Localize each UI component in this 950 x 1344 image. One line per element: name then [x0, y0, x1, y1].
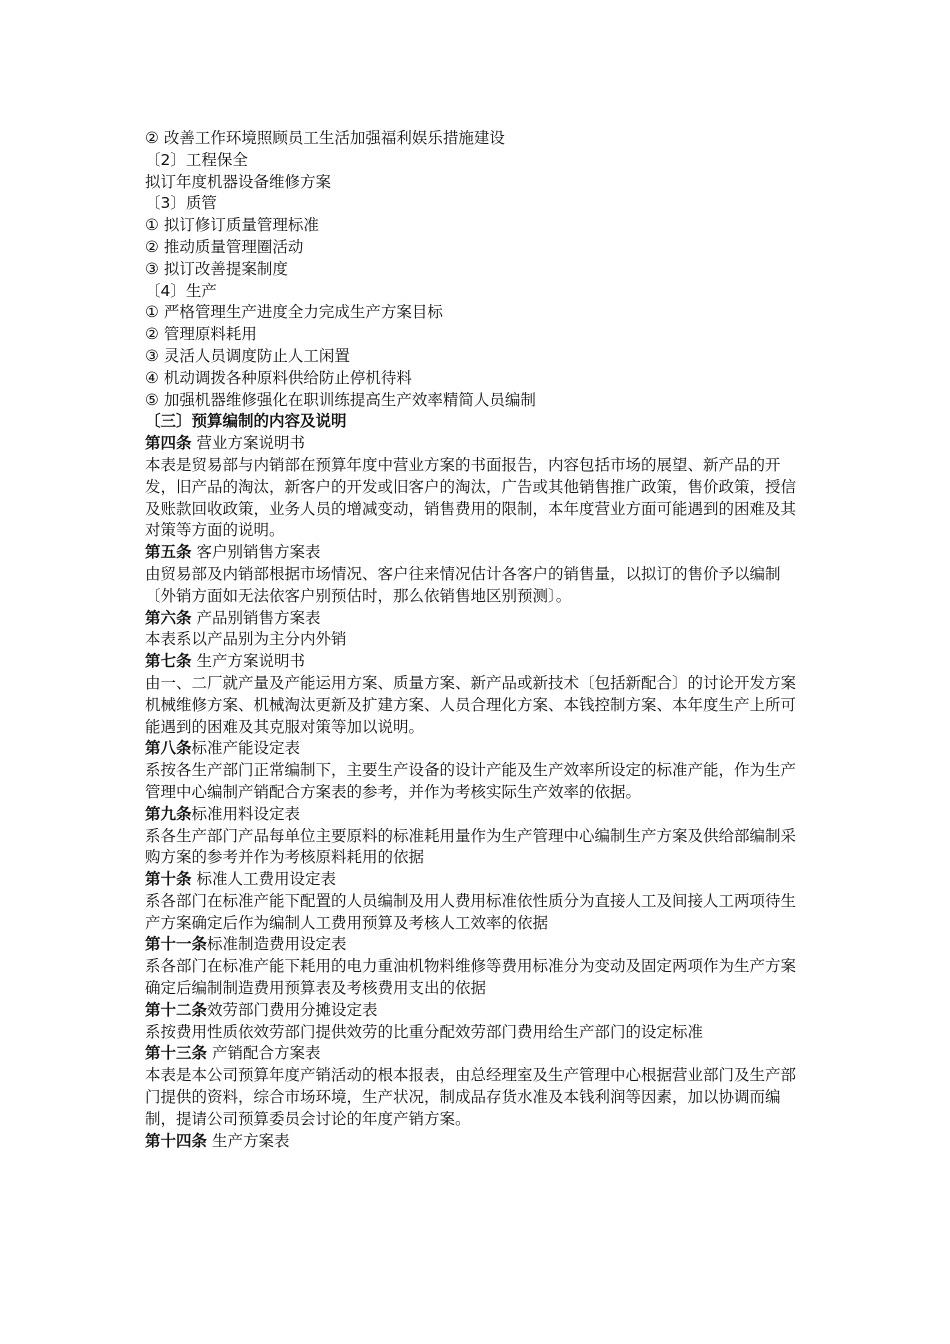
article-number: 第五条 — [145, 543, 192, 562]
paragraph — [145, 891, 805, 935]
line-text: 产品别销售方案表 — [191, 608, 321, 627]
article-heading — [145, 934, 805, 956]
line-text: 本表是本公司预算年度产销活动的根本报表，由总经理室及生产管理中心根据营业部门及生产部门提供的资料，综合市场环境，生产状况，制成品存货水准及本钱利润等因素，加以协调而编制，提请公司预算委员会讨论的年度产销方案。 — [145, 1066, 797, 1128]
article-heading — [145, 433, 805, 455]
line-text: 系各部门在标准产能下耗用的电力重油机物料维修等费用标准分为变动及固定两项作为生产方案确定后编制制造费用预算表及考核费用支出的依据 — [145, 957, 797, 998]
article-heading — [145, 1043, 805, 1065]
line-text: 本表系以产品别为主分内外销 — [145, 630, 347, 649]
paragraph — [145, 193, 805, 215]
paragraph — [145, 760, 805, 804]
line-text: ① 严格管理生产进度全力完成生产方案目标 — [145, 303, 443, 322]
paragraph — [145, 1065, 805, 1130]
article-number: 第十二条 — [145, 1000, 208, 1019]
article-heading — [145, 804, 805, 826]
line-text: 〔3〕质管 — [145, 194, 217, 213]
paragraph — [145, 826, 805, 870]
line-text: ② 改善工作环境照顾员工生活加强福利娱乐措施建设 — [145, 129, 505, 147]
paragraph — [145, 150, 805, 172]
paragraph — [145, 629, 805, 651]
article-heading — [145, 869, 805, 891]
paragraph — [145, 1022, 805, 1044]
line-text: 系按费用性质依效劳部门提供效劳的比重分配效劳部门费用给生产部门的设定标准 — [145, 1022, 704, 1041]
paragraph — [145, 346, 805, 368]
line-text: ① 拟订修订质量管理标准 — [145, 216, 319, 235]
article-heading — [145, 1000, 805, 1022]
article-number: 第七条 — [145, 652, 192, 671]
article-number: 第十条 — [145, 870, 192, 889]
line-text: 生产方案表 — [207, 1131, 290, 1150]
line-text: 本表是贸易部与内销部在预算年度中营业方案的书面报告，内容包括市场的展望、新产品的开发，旧产品的淘汰，新客户的开发或旧客户的淘汰，广告或其他销售推广政策，售价政策，授信及账款回收政策，业务人员的增减变动，销售费用的限制，本年度营业方面可能遇到的困难及其对策等方面的说明。 — [145, 455, 797, 540]
paragraph — [145, 172, 805, 194]
line-text: 标准用料设定表 — [191, 804, 301, 823]
line-text: ④ 机动调拨各种原料供给防止停机待料 — [145, 368, 412, 387]
paragraph — [145, 215, 805, 237]
line-text: 〔4〕生产 — [145, 281, 217, 300]
line-text: 生产方案说明书 — [191, 652, 305, 671]
paragraph — [145, 390, 805, 412]
line-text: 标准人工费用设定表 — [191, 870, 336, 889]
line-text: 系各部门在标准产能下配置的人员编制及用人费用标准依性质分为直接人工及间接人工两项待生产方案确定后作为编制人工费用预算及考核人工效率的依据 — [145, 891, 797, 932]
document-body — [145, 128, 805, 1152]
paragraph — [145, 281, 805, 303]
paragraph — [145, 956, 805, 1000]
article-heading — [145, 651, 805, 673]
paragraph — [145, 259, 805, 281]
article-heading — [145, 608, 805, 630]
line-text: 拟订年度机器设备维修方案 — [145, 172, 332, 191]
paragraph — [145, 368, 805, 390]
line-text: 客户别销售方案表 — [191, 543, 321, 562]
line-text: 产销配合方案表 — [207, 1044, 321, 1063]
line-text: ② 管理原料耗用 — [145, 325, 257, 344]
article-number: 第四条 — [145, 434, 192, 453]
paragraph — [145, 564, 805, 608]
paragraph — [145, 324, 805, 346]
article-number: 第十四条 — [145, 1131, 208, 1150]
article-heading — [145, 738, 805, 760]
line-text: 标准产能设定表 — [191, 739, 301, 758]
paragraph — [145, 237, 805, 259]
section-heading — [145, 411, 805, 433]
line-text: ③ 拟订改善提案制度 — [145, 259, 288, 278]
paragraph — [145, 455, 805, 542]
article-heading — [145, 542, 805, 564]
article-number: 第十一条 — [145, 935, 208, 954]
article-number: 第六条 — [145, 608, 192, 627]
line-text: 由一、二厂就产量及产能运用方案、质量方案、新产品或新技术〔包括新配合〕的讨论开发方案机械维修方案、机械淘汰更新及扩建方案、人员合理化方案、本钱控制方案、本年度生产上所可能遇到的困难及其克服对策等加以说明。 — [145, 673, 797, 736]
line-text: 〔三〕预算编制的内容及说明 — [145, 412, 347, 431]
line-text: 营业方案说明书 — [191, 434, 305, 453]
paragraph — [145, 302, 805, 324]
line-text: 〔2〕工程保全 — [145, 150, 248, 169]
article-number: 第十三条 — [145, 1044, 208, 1063]
line-text: ⑤ 加强机器维修强化在职训练提高生产效率精简人员编制 — [145, 390, 536, 409]
line-text: 由贸易部及内销部根据市场情况、客户往来情况估计各客户的销售量，以拟订的售价予以编制〔外销方面如无法依客户别预估时，那么依销售地区别预测〕。 — [145, 564, 781, 605]
paragraph — [145, 673, 805, 738]
line-text: 系各生产部门产品每单位主要原料的标准耗用量作为生产管理中心编制生产方案及供给部编制采购方案的参考并作为考核原料耗用的依据 — [145, 826, 797, 867]
article-heading — [145, 1131, 805, 1153]
line-text: ③ 灵活人员调度防止人工闲置 — [145, 346, 350, 365]
article-number: 第九条 — [145, 804, 192, 823]
line-text: 效劳部门费用分摊设定表 — [207, 1000, 378, 1019]
article-number: 第八条 — [145, 739, 192, 758]
line-text: 系按各生产部门正常编制下，主要生产设备的设计产能及生产效率所设定的标准产能，作为生产管理中心编制产销配合方案表的参考，并作为考核实际生产效率的依据。 — [145, 761, 797, 801]
paragraph — [145, 128, 805, 150]
line-text: 标准制造费用设定表 — [207, 935, 347, 954]
line-text: ② 推动质量管理圈活动 — [145, 237, 304, 256]
